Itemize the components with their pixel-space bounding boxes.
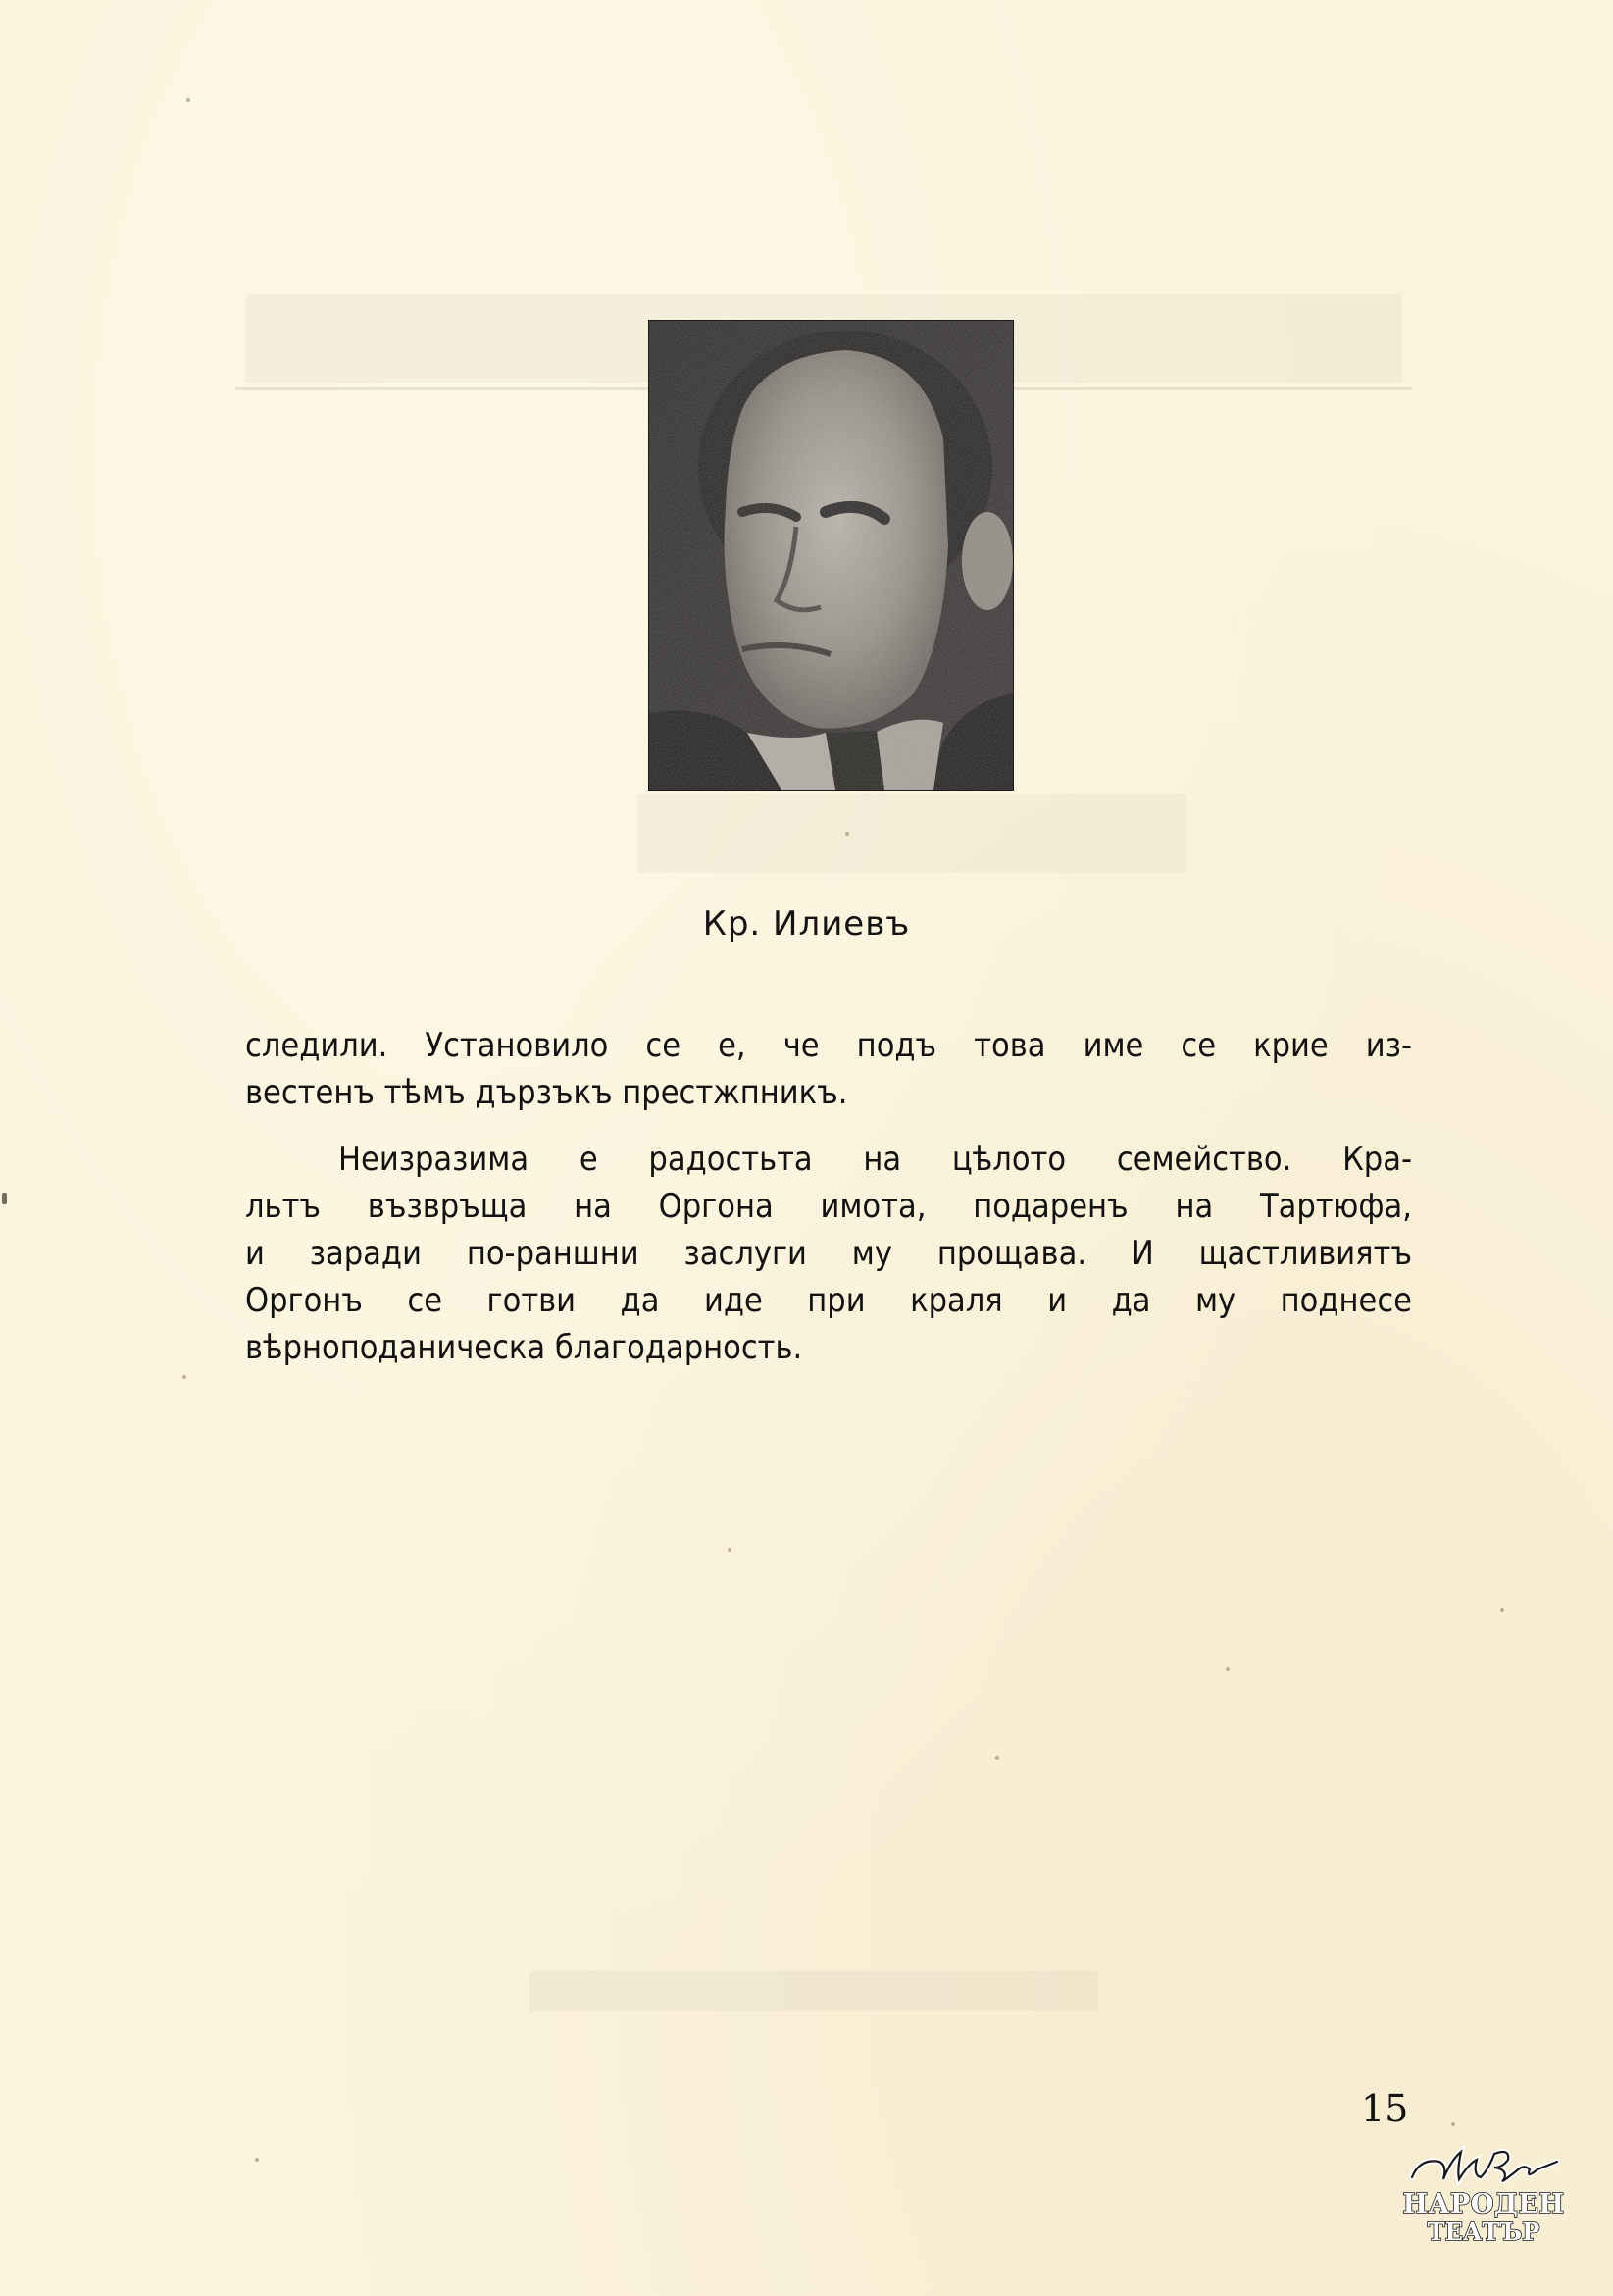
text-line: и заради по-раншни заслуги му прощава. И щастливиятъ: [245, 1234, 1412, 1273]
text-line: Оргонъ се готви да иде при краля и да му поднесе: [245, 1281, 1412, 1320]
portrait-photo: [649, 321, 1013, 790]
logo-line-2: ТЕАТЪР: [1427, 2218, 1540, 2246]
paper-speck: [845, 832, 849, 836]
bleed-through-artifact: [529, 1971, 1098, 2011]
paper-speck: [255, 2158, 259, 2162]
text-line: Неизразима е радостьта на цѣлото семейство. Кра-: [338, 1140, 1412, 1179]
signature-icon: [1412, 2152, 1557, 2181]
theatre-logo-mark: [1400, 2140, 1567, 2248]
national-theatre-logo: [1400, 2140, 1567, 2248]
text-line: вѣрноподаническа благодарность.: [245, 1328, 803, 1367]
paper-speck: [728, 1548, 731, 1552]
paper-edge-mark: [2, 1193, 7, 1204]
paper-speck: [1226, 1667, 1230, 1671]
page-number: 15: [1361, 2087, 1409, 2130]
paper-speck: [1500, 1608, 1504, 1612]
logo-line-1: НАРОДЕН: [1402, 2189, 1565, 2219]
text-line: вестенъ тѣмъ дързъкъ престжпникъ.: [245, 1073, 848, 1112]
paper-speck: [182, 1375, 186, 1379]
paper-speck: [186, 98, 190, 102]
bleed-through-artifact: [637, 794, 1186, 873]
text-line: льтъ възвръща на Оргона имота, подаренъ на Тартюфа,: [245, 1187, 1412, 1226]
paper-speck: [995, 1756, 999, 1760]
body-paragraphs: [245, 1022, 1412, 1371]
text-line: следили. Установило се е, че подъ това име се крие из-: [245, 1026, 1412, 1065]
portrait-image: [649, 321, 1013, 790]
portrait-caption: Кр. Илиевъ: [702, 904, 911, 944]
paper-speck: [1451, 2122, 1455, 2126]
